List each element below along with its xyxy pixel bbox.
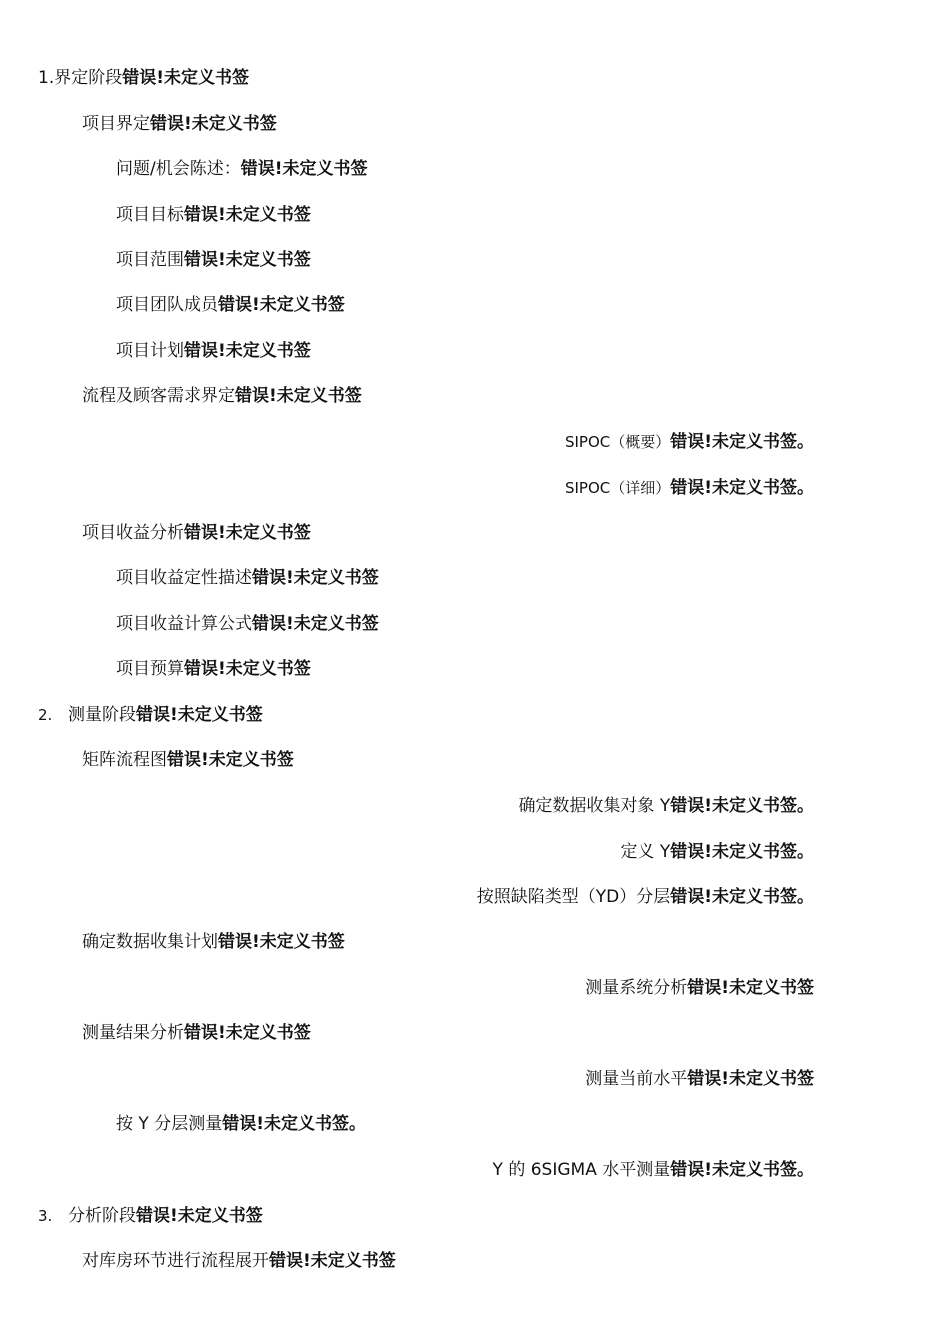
toc-entry[interactable] <box>477 884 814 910</box>
toc-entry-page-ref: 错误!未定义书签 <box>687 978 814 998</box>
toc-entry[interactable] <box>82 929 345 955</box>
toc-entry[interactable] <box>82 1248 396 1274</box>
toc-entry-page-ref: 错误!未定义书签。 <box>670 887 814 907</box>
toc-entry-page-ref: 错误!未定义书签 <box>184 250 311 270</box>
toc-entry[interactable] <box>116 156 368 182</box>
toc-entry-page-ref: 错误!未定义书签 <box>184 523 311 543</box>
toc-entry-page-ref: 错误!未定义书签 <box>252 568 379 588</box>
toc-entry-title: 项目目标 <box>116 205 184 225</box>
toc-entry[interactable] <box>493 1157 814 1183</box>
toc-entry-page-ref: 错误!未定义书签 <box>235 386 362 406</box>
toc-entry-page-ref: 错误!未定义书签 <box>240 159 368 179</box>
toc-entry-title: 项目收益分析 <box>82 523 184 543</box>
toc-entry-page-ref: 错误!未定义书签 <box>218 932 345 952</box>
toc-entry[interactable] <box>82 747 294 773</box>
toc-entry-page-ref: 错误!未定义书签。 <box>670 432 814 452</box>
toc-entry-number: 2. <box>38 706 53 724</box>
toc-entry-page-ref: 错误!未定义书签 <box>184 1023 311 1043</box>
toc-entry-page-ref: 错误!未定义书签 <box>122 68 249 88</box>
toc-entry[interactable] <box>565 475 814 501</box>
toc-entry-title: 测量结果分析 <box>82 1023 184 1043</box>
toc-entry-title: 项目范围 <box>116 250 184 270</box>
toc-entry-page-ref: 错误!未定义书签 <box>184 659 311 679</box>
toc-entry-page-ref: 错误!未定义书签 <box>136 1206 263 1226</box>
toc-entry[interactable] <box>585 975 814 1001</box>
toc-entry-title: 项目收益定性描述 <box>116 568 252 588</box>
toc-entry-page-ref: 错误!未定义书签 <box>269 1251 396 1271</box>
toc-entry-page-ref: 错误!未定义书签 <box>184 205 311 225</box>
toc-entry-page-ref: 错误!未定义书签 <box>167 750 294 770</box>
toc-entry-section-3[interactable] <box>38 1203 263 1229</box>
toc-entry-section-2[interactable] <box>38 702 263 728</box>
toc-entry-number: 3. <box>38 1207 53 1225</box>
toc-entry[interactable] <box>82 383 362 409</box>
toc-entry-title: 项目团队成员 <box>116 295 218 315</box>
toc-entry-page-ref: 错误!未定义书签 <box>687 1069 814 1089</box>
toc-entry-number: 1. <box>38 68 55 88</box>
toc-entry-page-ref: 错误!未定义书签。 <box>222 1114 366 1134</box>
toc-entry-page-ref: 错误!未定义书签。 <box>670 1160 814 1180</box>
toc-entry-page-ref: 错误!未定义书签。 <box>670 478 814 498</box>
toc-entry-page-ref: 错误!未定义书签。 <box>670 842 814 862</box>
toc-entry-title: 确定数据收集计划 <box>82 932 218 952</box>
toc-entry[interactable] <box>116 656 311 682</box>
toc-entry-section-1[interactable] <box>38 65 249 91</box>
toc-entry[interactable] <box>116 247 311 273</box>
toc-entry[interactable] <box>518 793 814 819</box>
toc-entry-title: 流程及顾客需求界定 <box>82 386 235 406</box>
toc-entry-title: 测量系统分析 <box>585 978 688 998</box>
toc-entry-title: Y 的 6SIGMA 水平测量 <box>492 1160 671 1180</box>
toc-entry-title: 项目计划 <box>116 341 184 361</box>
toc-entry[interactable] <box>82 1020 311 1046</box>
toc-entry-title: 按 Y 分层测量 <box>116 1114 223 1134</box>
toc-entry[interactable] <box>116 202 311 228</box>
toc-entry-title: 矩阵流程图 <box>82 750 167 770</box>
toc-entry-title: 界定阶段 <box>54 68 123 88</box>
toc-entry-title: 问题/机会陈述： <box>116 159 241 179</box>
toc-entry[interactable] <box>116 1111 366 1137</box>
toc-entry[interactable] <box>116 338 311 364</box>
toc-entry-title: 项目界定 <box>82 114 150 134</box>
toc-entry-title: 按照缺陷类型（YD）分层 <box>476 887 671 907</box>
toc-entry-title: SIPOC（概要） <box>564 433 671 451</box>
toc-entry-title: 定义 Y <box>620 842 671 862</box>
toc-entry-title: SIPOC（详细） <box>564 479 671 497</box>
toc-entry-page-ref: 错误!未定义书签 <box>136 705 263 725</box>
toc-entry[interactable] <box>82 520 311 546</box>
toc-entry[interactable] <box>620 839 814 865</box>
toc-entry-title: 确定数据收集对象 Y <box>518 796 671 816</box>
toc-entry-title: 项目收益计算公式 <box>116 614 252 634</box>
toc-entry[interactable] <box>116 565 379 591</box>
toc-entry[interactable] <box>116 292 345 318</box>
toc-entry-title: 测量阶段 <box>68 705 136 725</box>
toc-entry[interactable] <box>82 111 277 137</box>
toc-entry[interactable] <box>585 1066 814 1092</box>
toc-entry-title: 对库房环节进行流程展开 <box>82 1251 269 1271</box>
toc-entry-page-ref: 错误!未定义书签 <box>184 341 311 361</box>
toc-entry-title: 项目预算 <box>116 659 184 679</box>
toc-entry-page-ref: 错误!未定义书签 <box>150 114 277 134</box>
toc-entry[interactable] <box>565 429 814 455</box>
toc-entry-title: 测量当前水平 <box>585 1069 688 1089</box>
toc-entry-page-ref: 错误!未定义书签 <box>218 295 345 315</box>
toc-entry[interactable] <box>116 611 379 637</box>
toc-entry-title: 分析阶段 <box>68 1206 136 1226</box>
toc-entry-page-ref: 错误!未定义书签 <box>252 614 379 634</box>
toc-entry-page-ref: 错误!未定义书签。 <box>670 796 814 816</box>
